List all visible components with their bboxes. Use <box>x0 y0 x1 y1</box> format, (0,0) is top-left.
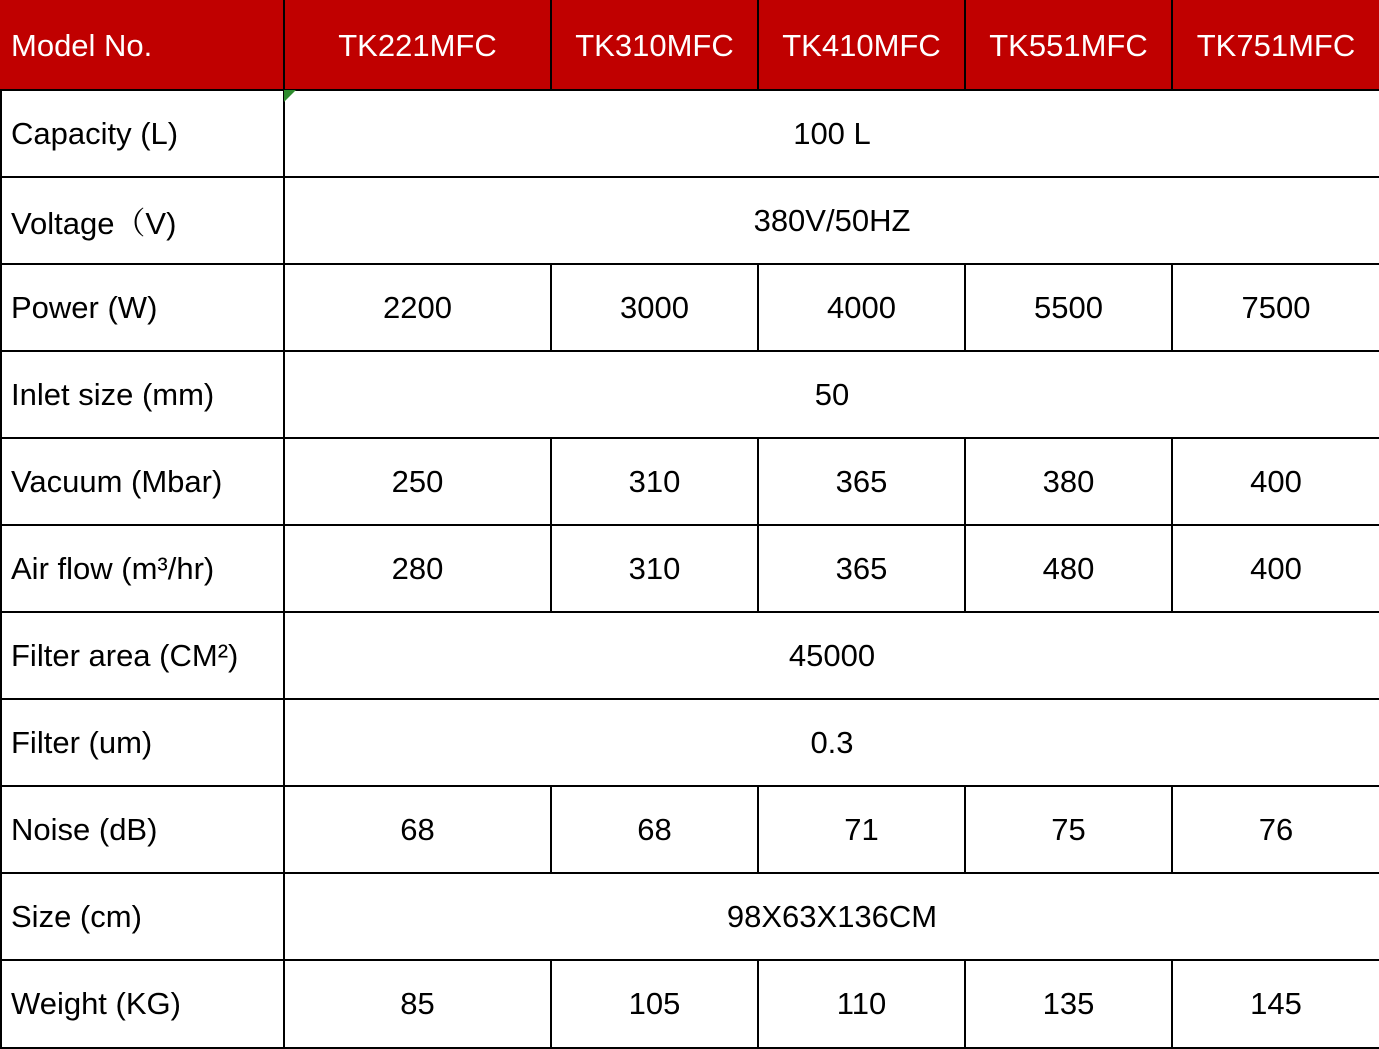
header-label: Model No. <box>1 1 284 90</box>
cell-corner-marker <box>284 90 296 102</box>
cell-value: 76 <box>1172 786 1379 873</box>
cell-value: 380 <box>965 438 1172 525</box>
merged-value: 50 <box>284 351 1379 438</box>
cell-value: 3000 <box>551 264 758 351</box>
table-row <box>1 264 1379 351</box>
cell-value: 145 <box>1172 960 1379 1048</box>
model-header: TK310MFC <box>551 1 758 90</box>
cell-value: 2200 <box>284 264 551 351</box>
model-header: TK551MFC <box>965 1 1172 90</box>
cell-value: 400 <box>1172 525 1379 612</box>
cell-value: 480 <box>965 525 1172 612</box>
row-label: Size (cm) <box>1 873 284 960</box>
cell-value: 5500 <box>965 264 1172 351</box>
row-label: Voltage（V) <box>1 177 284 264</box>
row-label: Air flow (m³/hr) <box>1 525 284 612</box>
cell-value: 7500 <box>1172 264 1379 351</box>
merged-value: 98X63X136CM <box>284 873 1379 960</box>
cell-value: 365 <box>758 525 965 612</box>
cell-value: 280 <box>284 525 551 612</box>
row-label: Capacity (L) <box>1 90 284 177</box>
row-label: Filter (um) <box>1 699 284 786</box>
table-row <box>1 699 1379 786</box>
cell-value: 68 <box>284 786 551 873</box>
cell-value: 71 <box>758 786 965 873</box>
table-row <box>1 786 1379 873</box>
merged-value: 0.3 <box>284 699 1379 786</box>
cell-value: 310 <box>551 525 758 612</box>
merged-value: 380V/50HZ <box>284 177 1379 264</box>
cell-value: 110 <box>758 960 965 1048</box>
cell-value: 365 <box>758 438 965 525</box>
table-row <box>1 177 1379 264</box>
model-header: TK221MFC <box>284 1 551 90</box>
row-label: Vacuum (Mbar) <box>1 438 284 525</box>
cell-value: 105 <box>551 960 758 1048</box>
cell-value: 135 <box>965 960 1172 1048</box>
row-label: Filter area (CM²) <box>1 612 284 699</box>
table-row <box>1 90 1379 177</box>
cell-value: 75 <box>965 786 1172 873</box>
cell-value: 310 <box>551 438 758 525</box>
row-label: Inlet size (mm) <box>1 351 284 438</box>
header-row <box>1 1 1379 90</box>
row-label: Noise (dB) <box>1 786 284 873</box>
cell-value: 4000 <box>758 264 965 351</box>
model-header: TK410MFC <box>758 1 965 90</box>
table-row <box>1 873 1379 960</box>
row-label: Weight (KG) <box>1 960 284 1048</box>
table-row <box>1 351 1379 438</box>
merged-value: 45000 <box>284 612 1379 699</box>
table-row <box>1 438 1379 525</box>
table-row <box>1 960 1379 1048</box>
cell-value: 250 <box>284 438 551 525</box>
row-label: Power (W) <box>1 264 284 351</box>
table-row <box>1 612 1379 699</box>
cell-value: 68 <box>551 786 758 873</box>
cell-value: 400 <box>1172 438 1379 525</box>
cell-value: 85 <box>284 960 551 1048</box>
model-header: TK751MFC <box>1172 1 1379 90</box>
table-row <box>1 525 1379 612</box>
merged-value: 100 L <box>284 90 1379 177</box>
